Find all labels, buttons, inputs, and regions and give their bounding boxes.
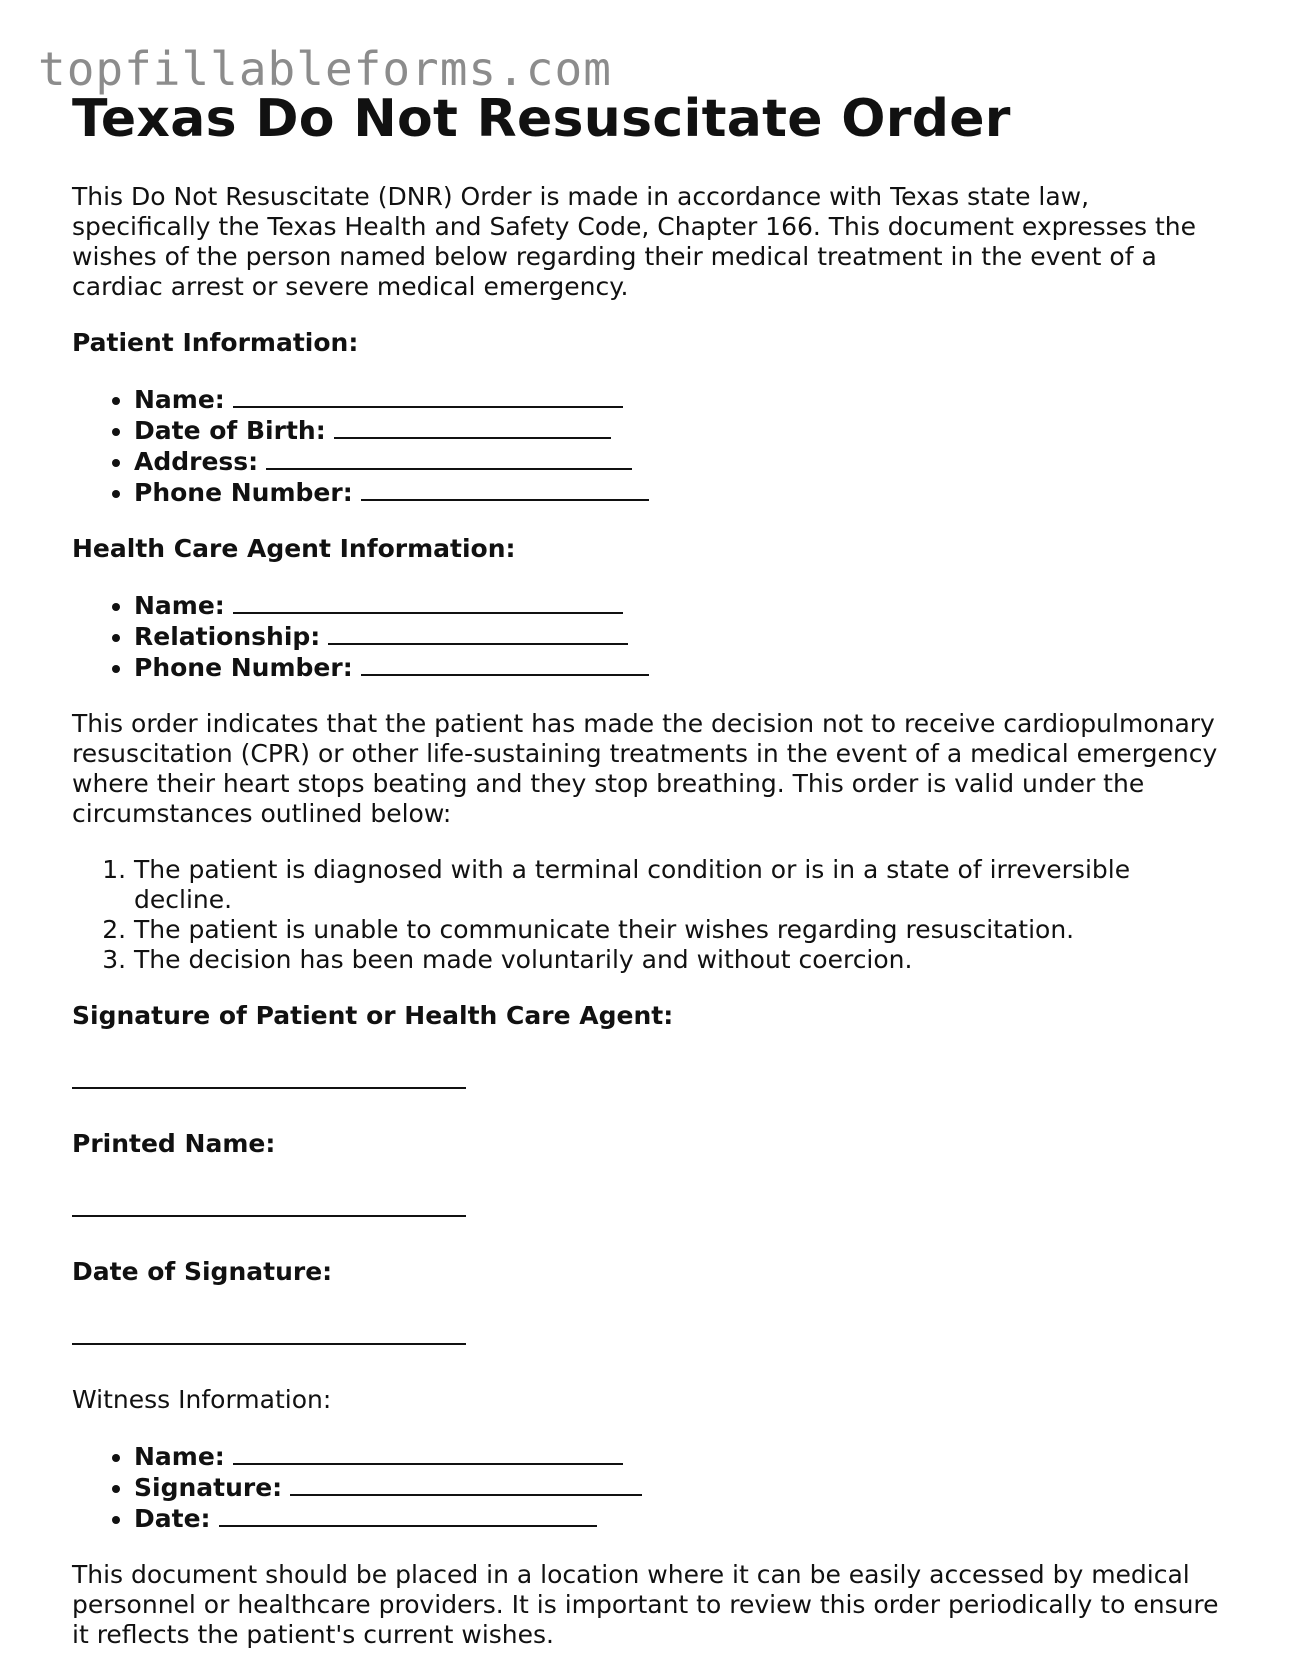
witness-date-item bbox=[134, 1503, 1232, 1534]
field-label: Phone Number: bbox=[134, 478, 353, 507]
patient-name-item bbox=[134, 384, 1232, 415]
agent-name-field[interactable] bbox=[233, 590, 623, 614]
date-of-signature-heading: Date of Signature: bbox=[72, 1257, 333, 1286]
patient-address-field[interactable] bbox=[266, 446, 632, 470]
patient-phone-field[interactable] bbox=[361, 477, 649, 501]
field-label: Date of Birth: bbox=[134, 416, 326, 445]
field-label: Phone Number: bbox=[134, 653, 353, 682]
signature-heading: Signature of Patient or Health Care Agent: bbox=[72, 1001, 674, 1030]
date-of-signature-line[interactable] bbox=[72, 1341, 466, 1345]
watermark: topfillableforms.com bbox=[38, 42, 612, 96]
condition-item: 1. The patient is diagnosed with a terminal condition or is in a state of irreversible decline. bbox=[134, 855, 1232, 915]
document-title: Texas Do Not Resuscitate Order bbox=[72, 89, 1011, 149]
condition-item: 3. The decision has been made voluntarily and without coercion. bbox=[134, 945, 1232, 975]
signature-line[interactable] bbox=[72, 1085, 466, 1089]
closing-paragraph: This document should be placed in a location where it can be easily accessed by medical personnel or healthcare providers. It is important to review this order periodically to ensure it reflects the patient's current wishes. bbox=[72, 1560, 1219, 1649]
witness-info-list bbox=[72, 1441, 1232, 1534]
order-paragraph: This order indicates that the patient has made the decision not to receive cardiopulmonary resuscitation (CPR) or other life-sustaining treatments in the event of a medical emergency where their heart stops beating and they stop breathing. This order is valid under the circumstances outlined below: bbox=[72, 709, 1218, 828]
agent-phone-field[interactable] bbox=[361, 652, 649, 676]
agent-phone-item bbox=[134, 652, 1232, 683]
witness-name-field[interactable] bbox=[233, 1441, 623, 1465]
witness-info-heading: Witness Information: bbox=[72, 1385, 332, 1414]
patient-dob-item bbox=[134, 415, 1232, 446]
field-label: Name: bbox=[134, 591, 225, 620]
field-label: Name: bbox=[134, 1442, 225, 1471]
field-label: Signature: bbox=[134, 1473, 283, 1502]
agent-name-item bbox=[134, 590, 1232, 621]
witness-name-item bbox=[134, 1441, 1232, 1472]
intro-paragraph: This Do Not Resuscitate (DNR) Order is made in accordance with Texas state law, specifically the Texas Health and Safety Code, Chapter 166. This document expresses the wishes of the person named below regarding their medical treatment in the event of a cardiac arrest or severe medical emergency. bbox=[72, 182, 1197, 301]
patient-phone-item bbox=[134, 477, 1232, 508]
condition-item: 2. The patient is unable to communicate their wishes regarding resuscitation. bbox=[134, 915, 1232, 945]
field-label: Date: bbox=[134, 1504, 211, 1533]
field-label: Name: bbox=[134, 385, 225, 414]
field-label: Address: bbox=[134, 447, 259, 476]
patient-name-field[interactable] bbox=[233, 384, 623, 408]
patient-address-item bbox=[134, 446, 1232, 477]
patient-dob-field[interactable] bbox=[334, 415, 611, 439]
witness-date-field[interactable] bbox=[219, 1503, 597, 1527]
agent-relationship-field[interactable] bbox=[328, 621, 628, 645]
agent-relationship-item bbox=[134, 621, 1232, 652]
witness-signature-item bbox=[134, 1472, 1232, 1503]
field-label: Relationship: bbox=[134, 622, 321, 651]
witness-signature-field[interactable] bbox=[290, 1472, 642, 1496]
agent-info-heading: Health Care Agent Information: bbox=[72, 534, 516, 563]
printed-name-heading: Printed Name: bbox=[72, 1129, 276, 1158]
patient-info-heading: Patient Information: bbox=[72, 328, 359, 357]
patient-info-list bbox=[72, 384, 1232, 508]
conditions-list bbox=[72, 855, 1232, 975]
printed-name-line[interactable] bbox=[72, 1213, 466, 1217]
document-page bbox=[72, 88, 1232, 1676]
agent-info-list bbox=[72, 590, 1232, 683]
